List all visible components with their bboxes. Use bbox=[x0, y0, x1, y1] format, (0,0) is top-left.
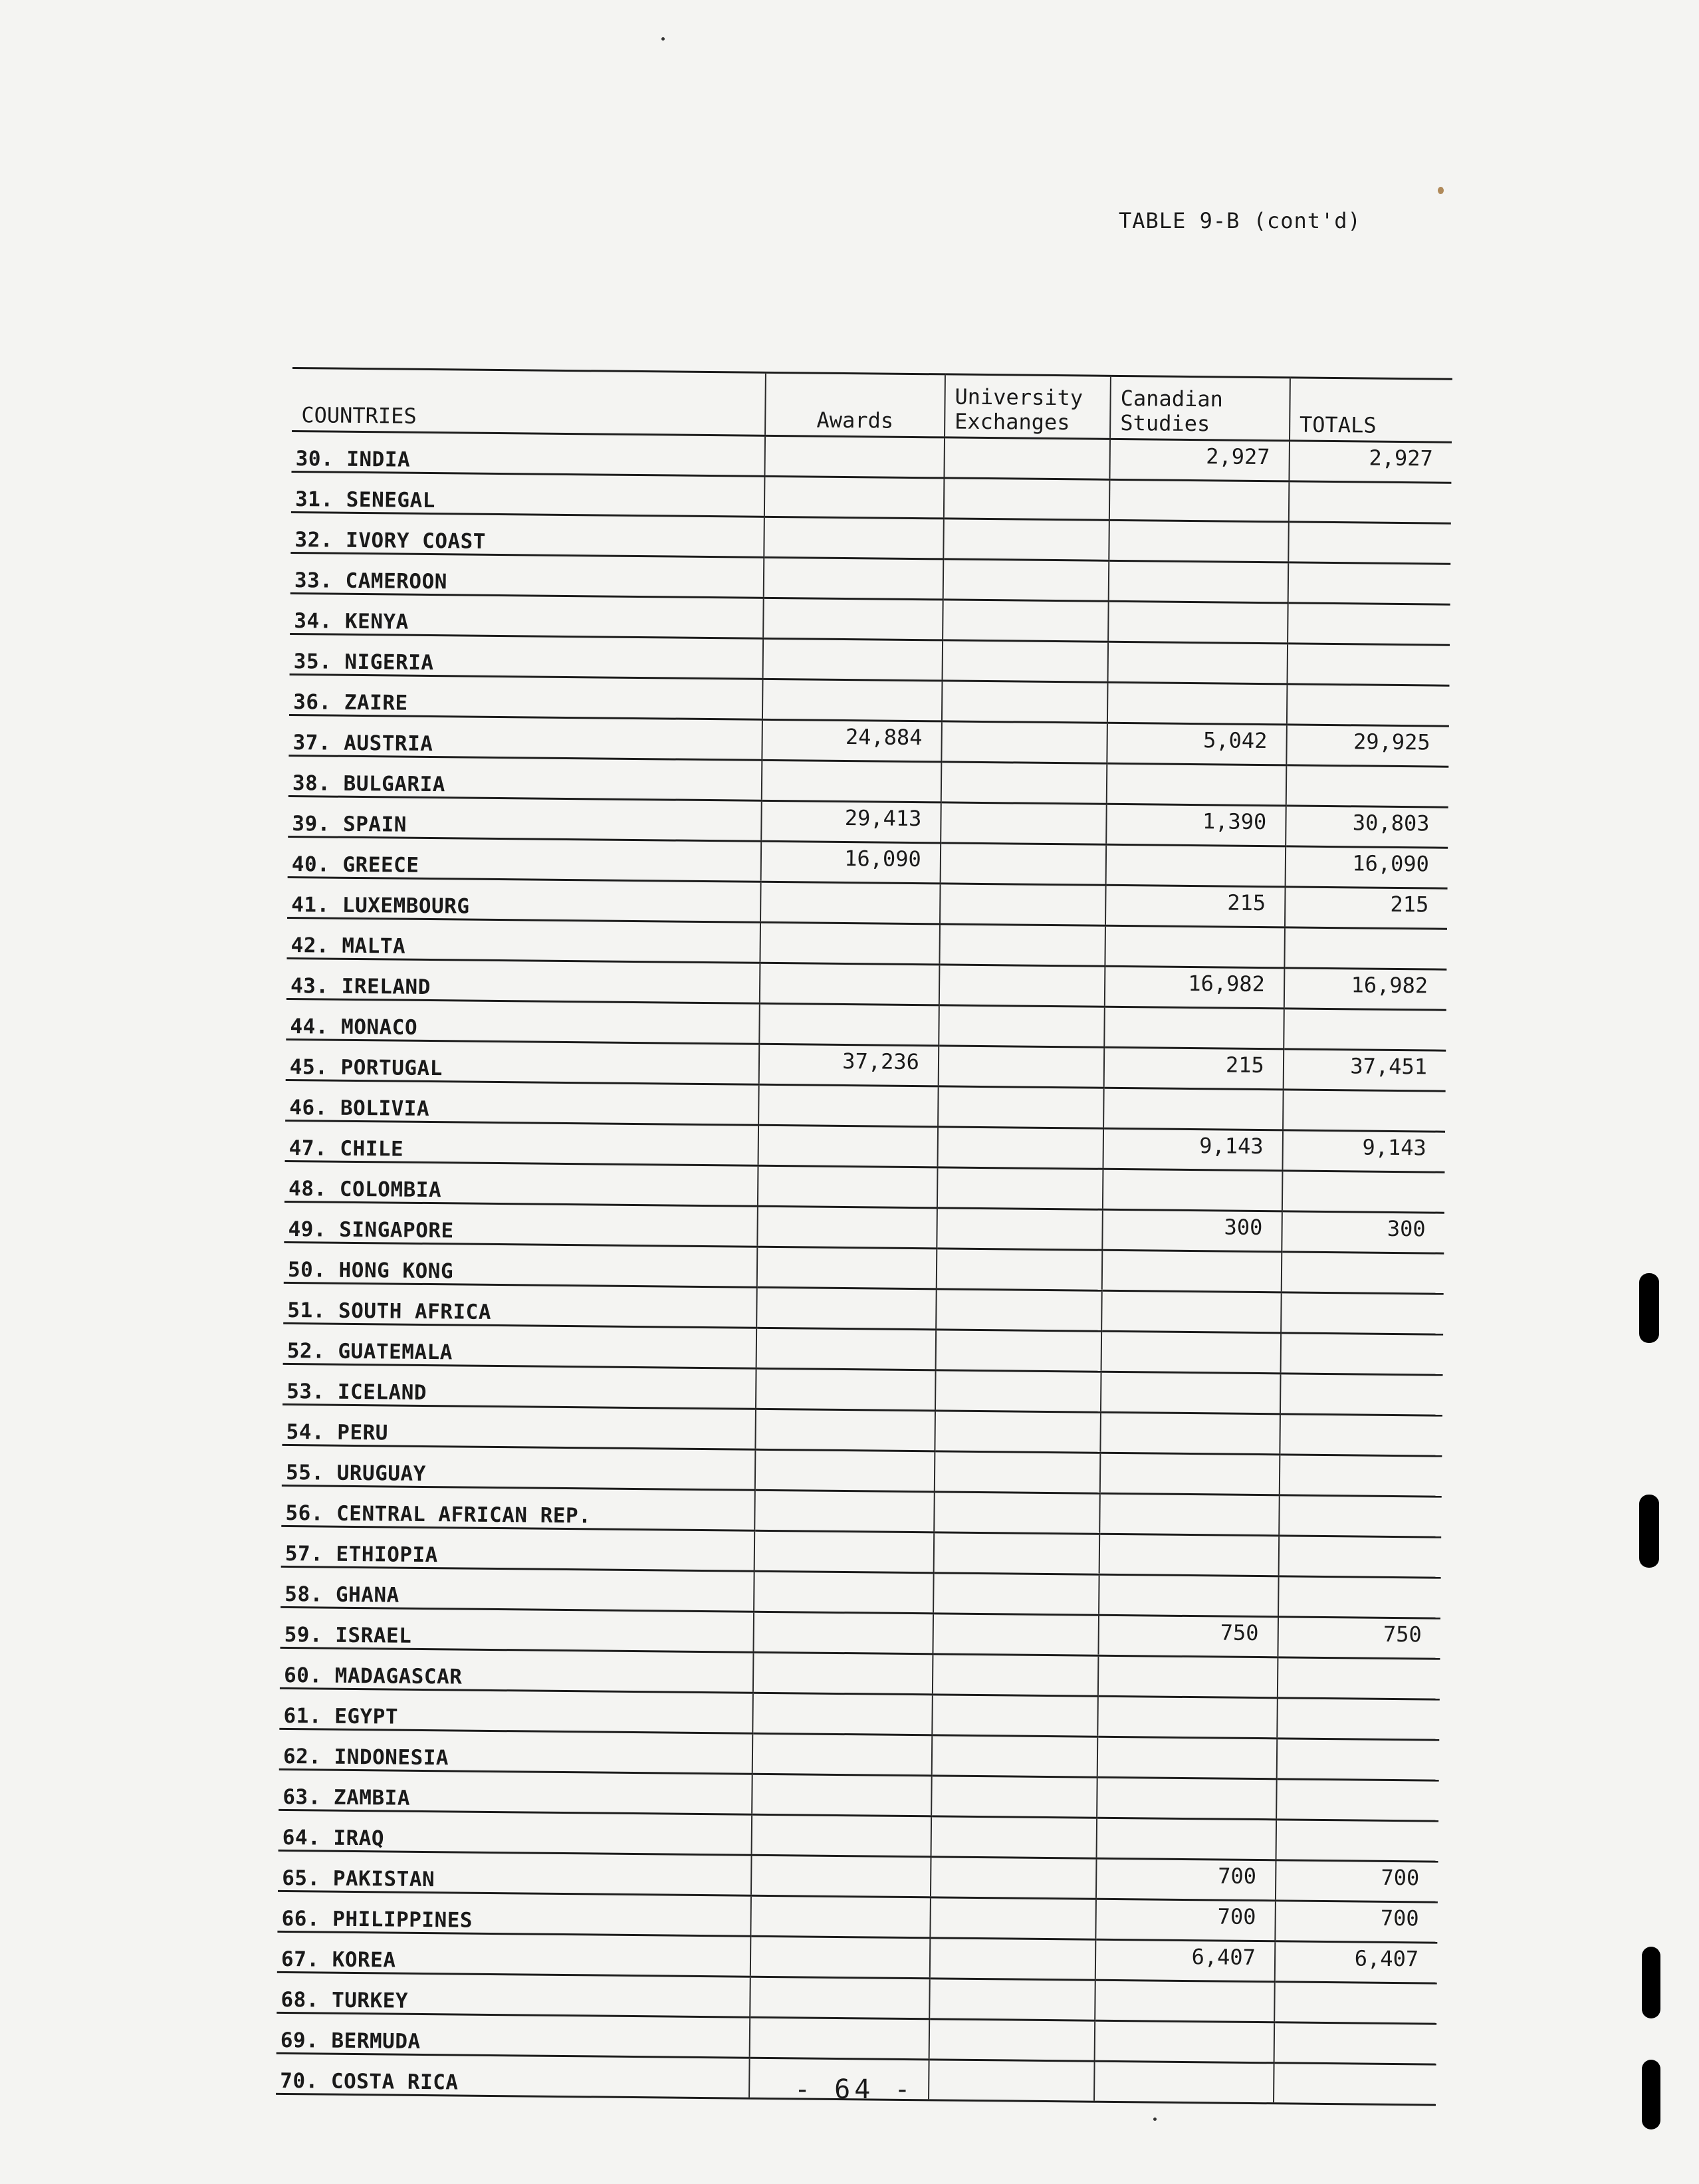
table-body bbox=[276, 431, 1452, 2105]
country-cell: 42. MALTA bbox=[286, 917, 760, 963]
university-exchanges-cell bbox=[939, 1046, 1105, 1088]
canadian-studies-cell bbox=[1104, 1007, 1284, 1049]
university-exchanges-cell bbox=[930, 1938, 1096, 1980]
country-cell: 69. BERMUDA bbox=[277, 2012, 750, 2058]
awards-cell bbox=[762, 679, 942, 721]
header-awards: Awards bbox=[765, 372, 945, 437]
awards-cell bbox=[758, 1165, 937, 1208]
totals-cell bbox=[1287, 684, 1450, 726]
totals-cell: 37,451 bbox=[1283, 1049, 1446, 1091]
country-cell: 48. COLOMBIA bbox=[284, 1161, 758, 1206]
country-cell: 57. ETHIOPIA bbox=[281, 1526, 755, 1571]
canadian-studies-cell bbox=[1103, 1169, 1282, 1211]
awards-cell bbox=[753, 1652, 933, 1695]
awards-cell bbox=[758, 1125, 938, 1167]
paper-speck bbox=[1153, 2118, 1157, 2121]
awards-cell bbox=[751, 1855, 931, 1897]
university-exchanges-cell bbox=[932, 1695, 1098, 1737]
canadian-studies-cell bbox=[1095, 2020, 1274, 2063]
header-university-line1: University bbox=[955, 384, 1083, 411]
totals-cell: 16,982 bbox=[1284, 968, 1447, 1010]
university-exchanges-cell bbox=[939, 924, 1105, 966]
university-exchanges-cell bbox=[936, 1289, 1102, 1331]
country-cell: 68. TURKEY bbox=[277, 1972, 750, 2017]
canadian-studies-cell bbox=[1101, 1290, 1281, 1333]
totals-cell: 9,143 bbox=[1282, 1130, 1445, 1172]
country-cell: 55. URUGUAY bbox=[282, 1445, 756, 1490]
country-cell: 58. GHANA bbox=[281, 1566, 754, 1612]
totals-cell: 16,090 bbox=[1285, 846, 1448, 888]
university-exchanges-cell bbox=[935, 1330, 1101, 1372]
totals-cell: 215 bbox=[1285, 887, 1448, 929]
awards-cell bbox=[753, 1693, 933, 1735]
canadian-studies-cell bbox=[1109, 479, 1289, 522]
country-cell: 38. BULGARIA bbox=[288, 755, 762, 800]
canadian-studies-cell bbox=[1094, 2061, 1274, 2104]
totals-cell: 700 bbox=[1275, 1901, 1438, 1943]
totals-cell: 30,803 bbox=[1286, 806, 1448, 848]
awards-cell bbox=[755, 1449, 935, 1492]
university-exchanges-cell bbox=[933, 1654, 1099, 1696]
canadian-studies-cell bbox=[1097, 1777, 1276, 1820]
awards-cell bbox=[760, 922, 940, 965]
country-cell: 49. SINGAPORE bbox=[284, 1201, 758, 1247]
country-cell: 67. KOREA bbox=[277, 1931, 751, 1977]
country-cell: 44. MONACO bbox=[286, 999, 760, 1044]
awards-cell bbox=[763, 598, 943, 640]
awards-cell bbox=[764, 557, 943, 600]
awards-cell bbox=[757, 1247, 937, 1289]
country-cell: 47. CHILE bbox=[285, 1120, 759, 1165]
awards-cell bbox=[764, 476, 944, 519]
totals-cell bbox=[1288, 562, 1450, 604]
paper-speck bbox=[661, 37, 665, 41]
awards-cell bbox=[756, 1328, 936, 1370]
country-cell: 64. IRAQ bbox=[279, 1810, 752, 1855]
totals-cell bbox=[1274, 2022, 1436, 2064]
totals-cell: 300 bbox=[1282, 1211, 1444, 1253]
country-cell: 32. IVORY COAST bbox=[290, 512, 764, 557]
totals-cell bbox=[1284, 927, 1447, 969]
totals-cell bbox=[1274, 2063, 1436, 2105]
university-exchanges-cell bbox=[942, 681, 1108, 723]
university-exchanges-cell bbox=[937, 1208, 1103, 1250]
totals-cell bbox=[1281, 1292, 1444, 1334]
totals-cell bbox=[1280, 1374, 1443, 1415]
university-exchanges-cell bbox=[933, 1532, 1099, 1574]
totals-cell: 29,925 bbox=[1286, 725, 1449, 767]
university-exchanges-cell bbox=[931, 1776, 1097, 1818]
awards-cell bbox=[750, 1936, 930, 1979]
country-cell: 63. ZAMBIA bbox=[279, 1769, 752, 1814]
header-countries: COUNTRIES bbox=[292, 368, 766, 435]
canadian-studies-cell bbox=[1107, 763, 1286, 806]
university-exchanges-cell bbox=[933, 1614, 1099, 1655]
header-canadian-line1: Canadian bbox=[1120, 385, 1224, 412]
totals-cell bbox=[1278, 1657, 1440, 1699]
awards-cell bbox=[760, 882, 940, 924]
country-cell: 54. PERU bbox=[282, 1404, 756, 1449]
totals-cell: 700 bbox=[1276, 1860, 1438, 1902]
awards-cell bbox=[752, 1774, 931, 1816]
country-cell: 52. GUATEMALA bbox=[283, 1323, 757, 1368]
page-number: - 64 - bbox=[794, 2074, 915, 2105]
university-exchanges-cell bbox=[940, 843, 1106, 885]
country-cell: 65. PAKISTAN bbox=[278, 1850, 752, 1895]
awards-cell bbox=[754, 1490, 934, 1532]
totals-cell bbox=[1279, 1495, 1442, 1537]
country-cell: 30. INDIA bbox=[291, 431, 765, 476]
university-exchanges-cell bbox=[939, 965, 1105, 1007]
country-cell: 36. ZAIRE bbox=[289, 674, 763, 719]
canadian-studies-cell: 5,042 bbox=[1107, 723, 1286, 765]
canadian-studies-cell bbox=[1098, 1655, 1278, 1698]
totals-cell bbox=[1278, 1536, 1441, 1578]
header-totals: TOTALS bbox=[1290, 378, 1452, 442]
binding-hole-mark bbox=[1642, 2060, 1660, 2129]
totals-cell bbox=[1287, 644, 1450, 685]
canadian-studies-cell bbox=[1099, 1493, 1279, 1536]
binding-hole-mark bbox=[1642, 1947, 1660, 2018]
totals-cell bbox=[1283, 1090, 1446, 1132]
awards-cell bbox=[763, 638, 943, 681]
canadian-studies-cell: 16,982 bbox=[1105, 966, 1284, 1009]
canadian-studies-cell bbox=[1109, 560, 1288, 603]
awards-cell bbox=[750, 2017, 929, 2060]
university-exchanges-cell bbox=[941, 762, 1107, 804]
country-cell: 33. CAMEROON bbox=[290, 552, 764, 598]
canadian-studies-cell bbox=[1099, 1534, 1279, 1576]
awards-cell bbox=[751, 1895, 931, 1938]
university-exchanges-cell bbox=[943, 600, 1109, 642]
totals-cell bbox=[1282, 1171, 1445, 1213]
country-cell: 35. NIGERIA bbox=[290, 634, 764, 679]
awards-cell: 24,884 bbox=[762, 719, 942, 762]
canadian-studies-cell bbox=[1108, 642, 1288, 684]
totals-cell bbox=[1278, 1576, 1441, 1618]
header-canadian-studies bbox=[1110, 376, 1290, 441]
awards-cell bbox=[759, 1003, 939, 1046]
university-exchanges-cell bbox=[932, 1735, 1098, 1777]
university-exchanges-cell bbox=[944, 437, 1110, 479]
canadian-studies-cell: 1,390 bbox=[1106, 804, 1286, 846]
awards-cell bbox=[756, 1409, 935, 1451]
awards-cell bbox=[754, 1530, 934, 1573]
canadian-studies-cell: 700 bbox=[1095, 1899, 1275, 1941]
country-cell: 37. AUSTRIA bbox=[288, 715, 762, 760]
canadian-studies-cell bbox=[1109, 520, 1288, 562]
totals-cell bbox=[1274, 1982, 1437, 2024]
awards-cell bbox=[754, 1571, 933, 1614]
awards-cell bbox=[750, 1977, 929, 2019]
university-exchanges-cell bbox=[941, 721, 1107, 763]
totals-cell bbox=[1277, 1698, 1440, 1740]
country-cell: 31. SENEGAL bbox=[291, 471, 765, 517]
university-exchanges-cell bbox=[942, 640, 1108, 682]
country-cell: 66. PHILIPPINES bbox=[277, 1891, 751, 1936]
university-exchanges-cell bbox=[935, 1411, 1101, 1453]
header-university-line2: Exchanges bbox=[954, 408, 1070, 435]
university-exchanges-cell bbox=[929, 2019, 1095, 2061]
university-exchanges-cell bbox=[938, 1086, 1104, 1128]
awards-cell bbox=[758, 1084, 938, 1127]
awards-cell bbox=[765, 435, 945, 478]
canadian-studies-cell: 6,407 bbox=[1095, 1939, 1275, 1982]
country-cell: 61. EGYPT bbox=[279, 1688, 753, 1733]
canadian-studies-cell bbox=[1095, 1980, 1274, 2022]
awards-cell bbox=[754, 1612, 933, 1654]
awards-cell bbox=[756, 1368, 935, 1411]
canadian-studies-cell bbox=[1105, 925, 1285, 968]
country-cell: 40. GREECE bbox=[288, 836, 762, 882]
totals-cell bbox=[1288, 522, 1451, 564]
canadian-studies-cell: 2,927 bbox=[1110, 439, 1290, 481]
totals-cell bbox=[1288, 603, 1450, 645]
country-cell: 62. INDONESIA bbox=[279, 1729, 753, 1774]
totals-cell bbox=[1276, 1739, 1439, 1780]
totals-cell: 6,407 bbox=[1275, 1941, 1438, 1983]
canadian-studies-cell bbox=[1101, 1412, 1280, 1455]
awards-cell bbox=[760, 963, 939, 1005]
university-exchanges-cell bbox=[937, 1127, 1103, 1169]
university-exchanges-cell bbox=[943, 519, 1109, 560]
canadian-studies-cell: 9,143 bbox=[1103, 1128, 1283, 1171]
country-cell: 46. BOLIVIA bbox=[285, 1080, 759, 1125]
university-exchanges-cell bbox=[937, 1167, 1103, 1209]
university-exchanges-cell bbox=[934, 1492, 1100, 1534]
totals-cell bbox=[1281, 1252, 1444, 1294]
awards-cell bbox=[752, 1814, 931, 1857]
canadian-studies-cell: 700 bbox=[1096, 1858, 1276, 1901]
country-cell: 39. SPAIN bbox=[288, 796, 762, 841]
totals-cell bbox=[1284, 1009, 1446, 1050]
binding-hole-mark bbox=[1639, 1273, 1659, 1343]
university-exchanges-cell bbox=[937, 1249, 1103, 1290]
university-exchanges-cell bbox=[930, 1897, 1096, 1939]
canadian-studies-cell bbox=[1097, 1818, 1276, 1860]
country-cell: 59. ISRAEL bbox=[281, 1607, 754, 1652]
canadian-studies-cell bbox=[1101, 1331, 1281, 1374]
canadian-studies-cell bbox=[1106, 844, 1286, 887]
canadian-studies-cell bbox=[1107, 682, 1287, 725]
university-exchanges-cell bbox=[929, 2060, 1095, 2102]
totals-cell bbox=[1280, 1414, 1442, 1456]
header-canadian-line2: Studies bbox=[1120, 410, 1210, 437]
totals-cell bbox=[1276, 1779, 1439, 1821]
awards-cell bbox=[756, 1287, 936, 1330]
country-cell: 51. SOUTH AFRICA bbox=[283, 1282, 757, 1328]
canadian-studies-cell: 215 bbox=[1105, 885, 1285, 927]
paper-speck bbox=[1438, 187, 1444, 194]
canadian-studies-cell bbox=[1100, 1453, 1280, 1495]
country-cell: 56. CENTRAL AFRICAN REP. bbox=[281, 1485, 755, 1530]
country-cell: 50. HONG KONG bbox=[284, 1242, 758, 1287]
canadian-studies-cell bbox=[1108, 601, 1288, 644]
country-cell: 34. KENYA bbox=[290, 593, 764, 638]
country-cell: 45. PORTUGAL bbox=[286, 1039, 760, 1084]
awards-cell bbox=[762, 760, 941, 802]
university-exchanges-cell bbox=[935, 1451, 1101, 1493]
university-exchanges-cell bbox=[943, 559, 1109, 601]
university-exchanges-cell bbox=[933, 1573, 1099, 1615]
canadian-studies-cell: 215 bbox=[1104, 1047, 1284, 1090]
totals-cell: 750 bbox=[1278, 1617, 1440, 1659]
totals-cell bbox=[1289, 481, 1452, 523]
totals-cell: 2,927 bbox=[1289, 441, 1452, 483]
canadian-studies-cell bbox=[1097, 1737, 1277, 1779]
country-cell: 53. ICELAND bbox=[283, 1364, 756, 1409]
totals-cell bbox=[1276, 1820, 1438, 1862]
country-cell: 43. IRELAND bbox=[286, 958, 760, 1003]
header-university-exchanges bbox=[945, 374, 1111, 439]
canadian-studies-cell bbox=[1099, 1574, 1278, 1617]
university-exchanges-cell bbox=[929, 1979, 1095, 2020]
totals-cell bbox=[1280, 1333, 1443, 1375]
awards-cell: 37,236 bbox=[759, 1044, 939, 1086]
awards-cell: 29,413 bbox=[761, 800, 941, 843]
canadian-studies-cell: 750 bbox=[1099, 1615, 1278, 1657]
awards-cell bbox=[764, 517, 944, 559]
header-row bbox=[292, 368, 1452, 442]
university-exchanges-cell bbox=[941, 802, 1107, 844]
university-exchanges-cell bbox=[939, 1005, 1105, 1047]
university-exchanges-cell bbox=[940, 884, 1106, 925]
university-exchanges-cell bbox=[944, 478, 1110, 520]
awards-cell bbox=[752, 1733, 932, 1776]
table-caption: TABLE 9-B (cont'd) bbox=[1119, 208, 1361, 233]
university-exchanges-cell bbox=[931, 1857, 1097, 1899]
totals-cell bbox=[1280, 1455, 1442, 1497]
country-cell: 41. LUXEMBOURG bbox=[287, 877, 761, 922]
country-cell: 70. COSTA RICA bbox=[276, 2053, 750, 2098]
canadian-studies-cell: 300 bbox=[1102, 1209, 1282, 1252]
awards-cell: 16,090 bbox=[761, 841, 941, 884]
country-cell: 60. MADAGASCAR bbox=[280, 1647, 754, 1693]
funding-table bbox=[276, 367, 1452, 2106]
canadian-studies-cell bbox=[1103, 1088, 1283, 1130]
canadian-studies-cell bbox=[1101, 1372, 1280, 1414]
totals-cell bbox=[1286, 765, 1449, 807]
university-exchanges-cell bbox=[935, 1370, 1101, 1412]
canadian-studies-cell bbox=[1102, 1250, 1282, 1292]
university-exchanges-cell bbox=[931, 1816, 1097, 1858]
awards-cell bbox=[758, 1206, 937, 1249]
canadian-studies-cell bbox=[1097, 1696, 1277, 1739]
binding-hole-mark bbox=[1639, 1495, 1659, 1568]
